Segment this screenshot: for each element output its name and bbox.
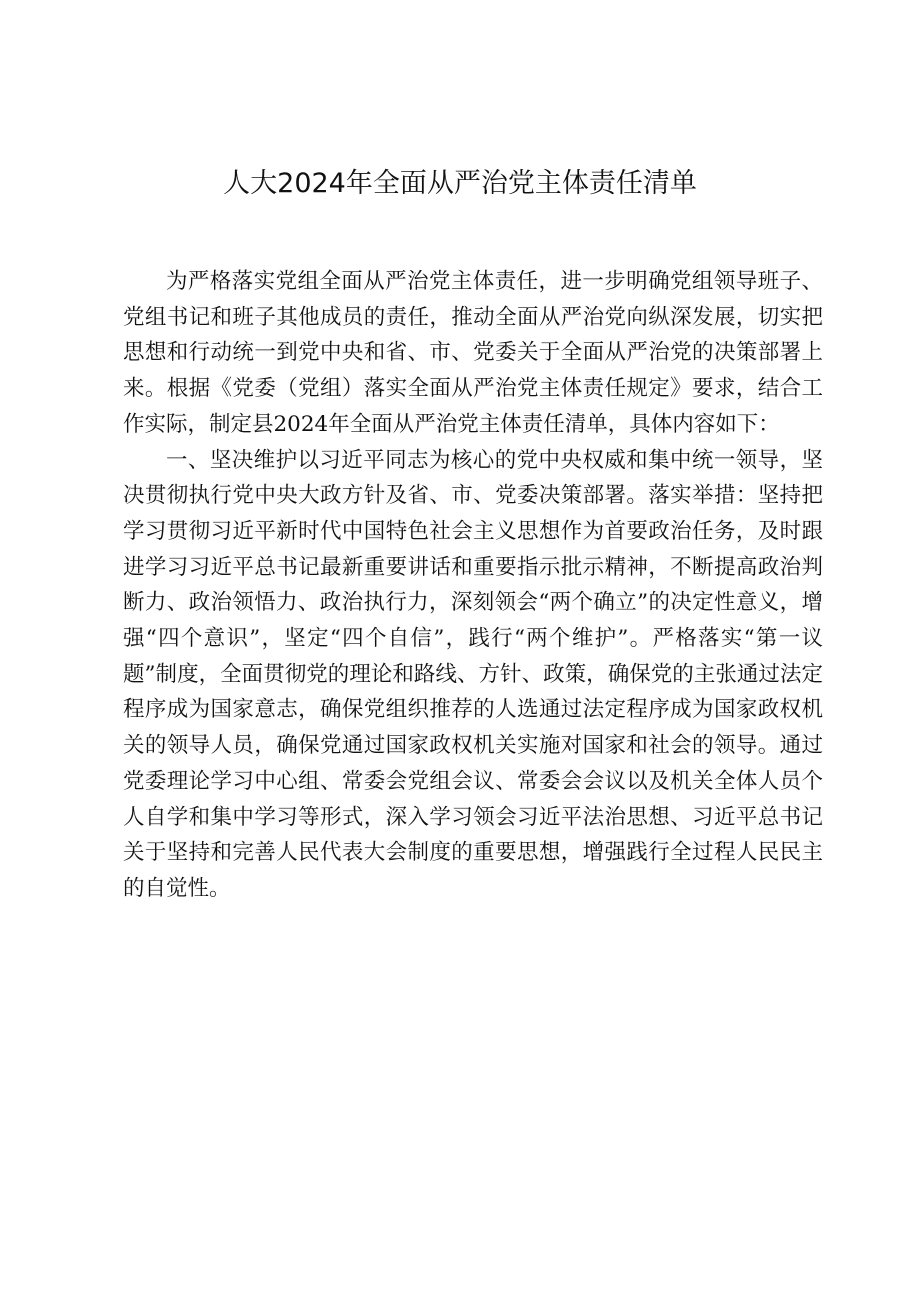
section-one-paragraph: 一、坚决维护以习近平同志为核心的党中央权威和集中统一领导，坚决贯彻执行党中央大政方针及省、市、党委决策部署。落实举措：坚持把学习贯彻习近平新时代中国特色社会主义思想作为首要政治任务，及时跟进学习习近平总书记最新重要讲话和重要指示批示精神，不断提高政治判断力、政治领悟力、政治执行力，深刻领会“两个确立”的决定性意义，增强“四个意识”，坚定“四个自信”，践行“两个维护”。严格落实“第一议题”制度，全面贯彻党的理论和路线、方针、政策，确保党的主张通过法定程序成为国家意志，确保党组织推荐的人选通过法定程序成为国家政权机关的领导人员，确保党通过国家政权机关实施对国家和社会的领导。通过党委理论学习中心组、常委会党组会议、常委会会议以及机关全体人员个人自学和集中学习等形式，深入学习领会习近平法治思想、习近平总书记关于坚持和完善人民代表大会制度的重要思想，增强践行全过程人民民主的自觉性。	[123, 447, 823, 901]
intro-paragraph: 为严格落实党组全面从严治党主体责任，进一步明确党组领导班子、党组书记和班子其他成员的责任，推动全面从严治党向纵深发展，切实把思想和行动统一到党中央和省、市、党委关于全面从严治党的决策部署上来。根据《党委（党组）落实全面从严治党主体责任规定》要求，结合工作实际，制定县2024年全面从严治党主体责任清单，具体内容如下：	[123, 269, 823, 437]
document-title: 人大2024年全面从严治党主体责任清单	[223, 168, 697, 199]
document-body	[123, 264, 823, 907]
